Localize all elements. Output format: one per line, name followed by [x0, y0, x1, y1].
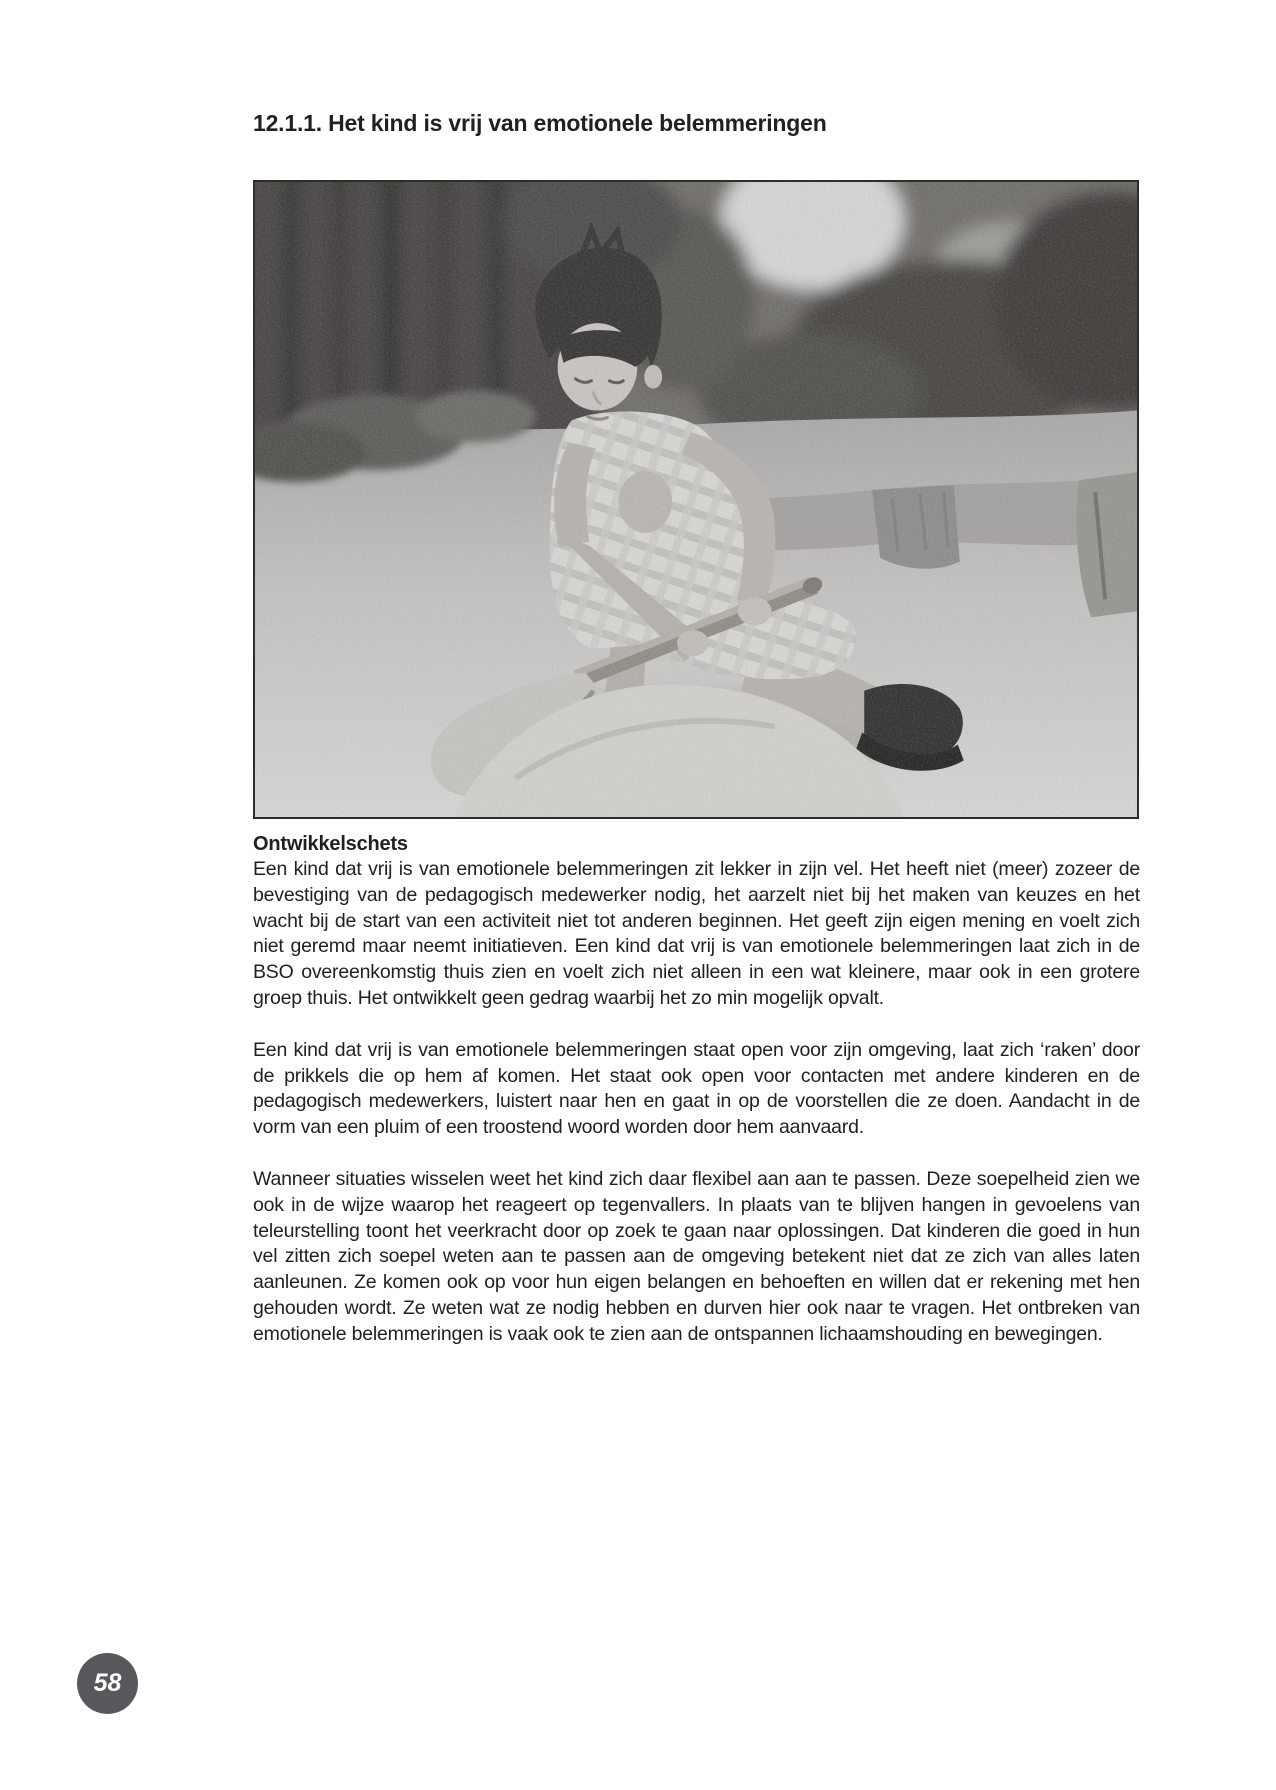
page-number: 58 — [93, 1669, 122, 1697]
photo-grain — [255, 182, 1137, 817]
paragraph-1: Een kind dat vrij is van emotionele belemmeringen zit lekker in zijn vel. Het heeft niet (meer) zozeer de bevestiging van de pedagogisch medewerker nodig, het aarzelt niet bij het maken van keuzes en het wacht bij de start van een activiteit niet tot anderen beginnen. Het geeft zijn eigen mening en voelt zich niet geremd maar neemt initiatieven. Een kind dat vrij is van emotionele belemmeringen laat zich in de BSO overeenkomstig thuis zien en voelt zich niet alleen in een wat kleinere, maar ook in een grotere groep thuis. Het ontwikkelt geen gedrag waarbij het zo min mogelijk opvalt. — [253, 858, 1140, 1009]
subsection-heading: Ontwikkelschets — [253, 833, 408, 855]
photo-child-sandpit — [253, 180, 1139, 819]
page-title: 12.1.1. Het kind is vrij van emotionele belemmeringen — [253, 110, 827, 136]
page-number-badge — [77, 1653, 138, 1714]
paragraph-3: Wanneer situaties wisselen weet het kind zich daar flexibel aan aan te passen. Deze soepelheid zien we ook in de wijze waarop het reageert op tegenvallers. In plaats van te blijven hangen in gevoelens van teleurstelling toont het veerkracht door op zoek te gaan naar oplossingen. Dat kinderen die goed in hun vel zitten zich soepel weten aan te passen aan de omgeving betekent niet dat ze zich van alles laten aanleunen. Ze komen ook op voor hun eigen belangen en behoeften en willen dat er rekening met hen gehouden wordt. Ze weten wat ze nodig hebben en durven hier ook naar te vragen. Het ontbreken van emotionele belemmeringen is vaak ook te zien aan de ontspannen lichaamshouding en bewegingen. — [253, 1167, 1140, 1345]
photo-illustration — [255, 182, 1137, 817]
body-text-column — [253, 831, 1140, 1348]
paragraph-2: Een kind dat vrij is van emotionele belemmeringen staat open voor zijn omgeving, laat zich ‘raken’ door de prikkels die op hem af komen. Het staat ook open voor contacten met andere kinderen en de pedagogisch medewerkers, luistert naar hen en gaat in op de voorstellen die ze doen. Aandacht in de vorm van een pluim of een troostend woord worden door hem aanvaard. — [253, 1038, 1140, 1139]
